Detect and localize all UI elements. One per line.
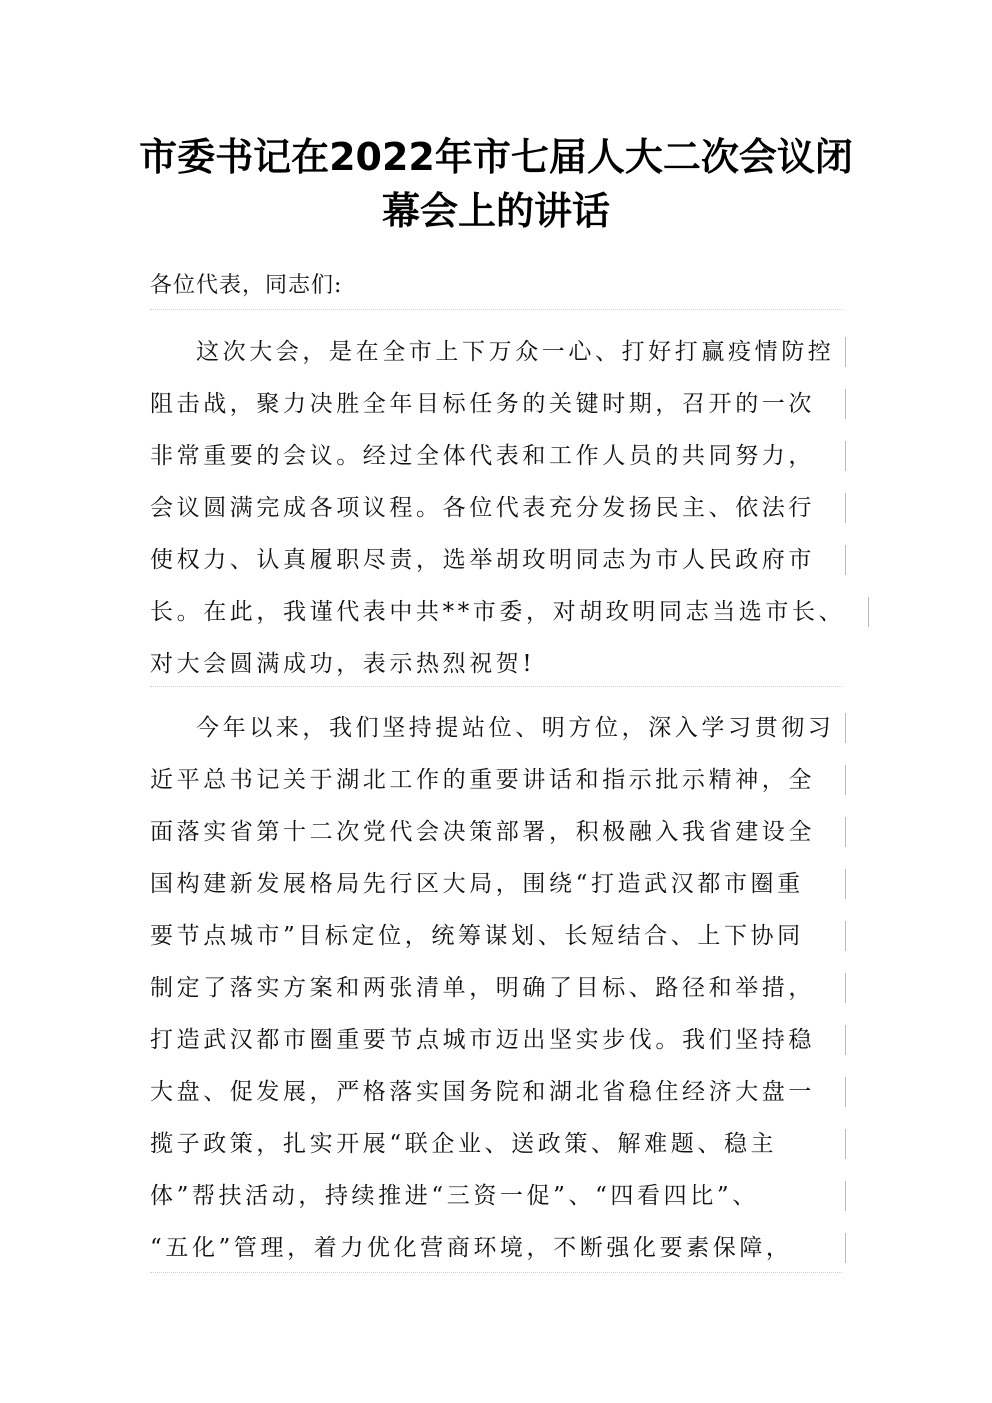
paragraph-line: 长。在此，我谨代表中共**市委，对胡玫明同志当选市长、 [150, 599, 846, 625]
line-end-marker [845, 921, 846, 951]
paragraph-line: “五化”管理，着力优化营商环境，不断强化要素保障， [150, 1235, 793, 1261]
paragraph-line: 国构建新发展格局先行区大局，围绕“打造武汉都市圈重 [150, 871, 804, 897]
line-end-marker [868, 597, 869, 627]
paragraph-line: 大盘、促发展，严格落实国务院和湖北省稳住经济大盘一 [150, 1079, 815, 1105]
paragraph-line: 制定了落实方案和两张清单，明确了目标、路径和举措， [150, 975, 815, 1001]
salutation: 各位代表，同志们: [150, 273, 343, 298]
line-end-marker [845, 1233, 846, 1263]
line-end-marker [845, 713, 846, 743]
paragraph-line: 今年以来，我们坚持提站位、明方位，深入学习贯彻习 [196, 715, 835, 741]
paragraph-1 [150, 326, 846, 690]
paragraph-line: 这次大会，是在全市上下万众一心、打好打赢疫情防控 [196, 339, 835, 365]
line-end-marker [845, 389, 846, 419]
paragraph-line: 面落实省第十二次党代会决策部署，积极融入我省建设全 [150, 819, 815, 845]
document-title-line-2: 幕会上的讲话 [381, 189, 610, 233]
line-end-marker [845, 1025, 846, 1055]
line-end-marker [845, 765, 846, 795]
line-end-marker [845, 1181, 846, 1211]
line-end-marker [845, 441, 846, 471]
paragraph-2 [150, 702, 842, 1274]
document-title-line-1: 市委书记在2022年市七届人大二次会议闭 [139, 135, 853, 179]
paragraph-line: 会议圆满完成各项议程。各位代表充分发扬民主、依法行 [150, 495, 815, 521]
paragraph-line: 体”帮扶活动，持续推进“三资一促”、“四看四比”、 [150, 1183, 759, 1209]
line-end-marker [845, 1077, 846, 1107]
paragraph-line: 非常重要的会议。经过全体代表和工作人员的共同努力， [150, 443, 815, 469]
paragraph-line: 使权力、认真履职尽责，选举胡玫明同志为市人民政府市 [150, 547, 815, 573]
line-end-marker [845, 493, 846, 523]
paragraph-line: 近平总书记关于湖北工作的重要讲话和指示批示精神，全 [150, 767, 815, 793]
line-end-marker [845, 545, 846, 575]
line-end-marker [845, 817, 846, 847]
line-end-marker [845, 869, 846, 899]
paragraph-line: 要节点城市”目标定位，统筹谋划、长短结合、上下协同 [150, 923, 804, 949]
paragraph-line: 阻击战，聚力决胜全年目标任务的关键时期，召开的一次 [150, 391, 815, 417]
paragraph-divider [150, 1272, 842, 1273]
line-end-marker [845, 1129, 846, 1159]
paragraph-line: 打造武汉都市圈重要节点城市迈出坚实步伐。我们坚持稳 [150, 1027, 815, 1053]
paragraph-line: 揽子政策，扎实开展“联企业、送政策、解难题、稳主 [150, 1131, 778, 1157]
paragraph-divider [150, 309, 842, 310]
line-end-marker [845, 337, 846, 367]
paragraph-divider [150, 686, 842, 687]
line-end-marker [845, 973, 846, 1003]
paragraph-line: 对大会圆满成功，表示热烈祝贺! [150, 651, 536, 677]
